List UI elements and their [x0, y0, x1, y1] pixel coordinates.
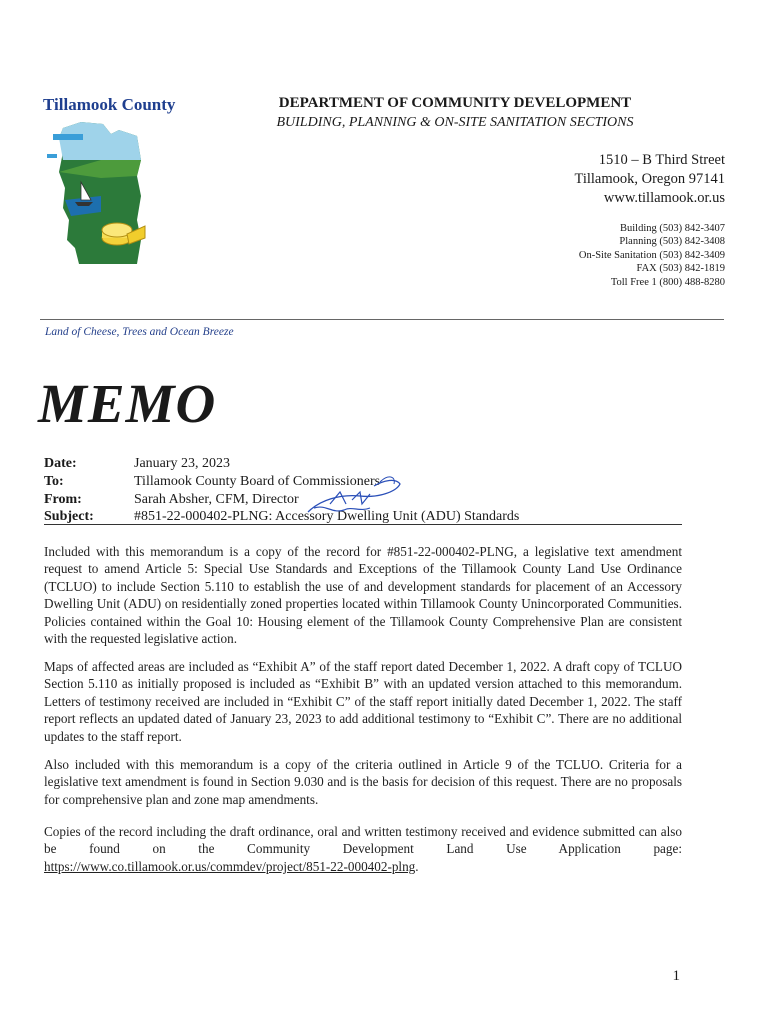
from-value: Sarah Absher, CFM, Director [134, 492, 299, 507]
county-motto: Land of Cheese, Trees and Ocean Breeze [45, 326, 234, 338]
date-value: January 23, 2023 [134, 456, 231, 471]
county-logo [41, 116, 151, 266]
memo-paragraph-copies [44, 823, 682, 875]
from-label: From: [44, 492, 82, 507]
link-period: . [415, 858, 419, 874]
department-address [574, 151, 725, 208]
address-website[interactable]: www.tillamook.or.us [603, 190, 725, 206]
phone-fax: FAX (503) 842-1819 [636, 263, 725, 275]
letterhead-divider [40, 319, 724, 320]
date-label: Date: [44, 456, 77, 471]
copies-text: Copies of the record including the draft ordinance, oral and written testimony received and evidence submitted can also be found on the Community Development Land Use Application page: [44, 824, 682, 857]
to-label: To: [44, 474, 64, 489]
address-street: 1510 – B Third Street [598, 152, 725, 168]
director-signature [300, 470, 405, 525]
memo-title: MEMO [38, 373, 217, 434]
department-sections: BUILDING, PLANNING & ON-SITE SANITATION SECTIONS [276, 115, 634, 130]
page-number: 1 [672, 968, 680, 984]
department-title: DEPARTMENT OF COMMUNITY DEVELOPMENT [278, 95, 632, 111]
memo-paragraph-exhibits: Maps of affected areas are included as “Exhibit A” of the staff report dated December 1, 2022. A draft copy of TCLUO Section 5.110 as initially proposed is included as “Exhibit B” with an updated version attached to this memorandum. Letters of testimony received are included in “Exhibit C” of the staff report initially dated December 1, 2022. The staff report reflects an updated dated of January 23, 2023 to add additional testimony to “Exhibit C”. There are no additional updates to the staff report. [44, 659, 682, 744]
phone-sanitation: On-Site Sanitation (503) 842-3409 [578, 249, 725, 261]
phone-toll-free: Toll Free 1 (800) 488-8280 [610, 276, 725, 288]
project-link[interactable]: https://www.co.tillamook.or.us/commdev/project/851-22-000402-plng [44, 858, 416, 874]
county-name: Tillamook County [43, 95, 176, 114]
memo-paragraph-criteria: Also included with this memorandum is a copy of the criteria outlined in Article 9 of the TCLUO. Criteria for a legislative text amendment is found in Section 9.030 and is the basis for decision of this request. There are no proposals for comprehensive plan and zone map amendments. [44, 757, 682, 807]
to-value: Tillamook County Board of Commissioners [134, 474, 381, 489]
phone-directory [579, 222, 725, 289]
phone-planning: Planning (503) 842-3408 [619, 236, 725, 248]
memo-paragraph-record: Included with this memorandum is a copy of the record for #851-22-000402-PLNG, a legislative text amendment request to amend Article 5: Special Use Standards and Exceptions of the Tillamook County Land Use Ordinance (TCLUO) to include Section 5.110 to establish the use of and development standards for placement of an Accessory Dwelling Unit (ADU) on residentially zoned properties located within Tillamook County Unincorporated Communities. Policies contained within the Goal 10: Housing element of the Tillamook County Comprehensive Plan are consistent with the requested legislative action. [44, 544, 682, 647]
phone-building: Building (503) 842-3407 [620, 223, 725, 234]
subject-label: Subject: [44, 509, 94, 524]
address-city: Tillamook, Oregon 97141 [574, 171, 725, 187]
subject-divider [44, 524, 682, 525]
subject-value: #851-22-000402-PLNG: Accessory Dwelling Unit (ADU) Standards [134, 509, 520, 524]
